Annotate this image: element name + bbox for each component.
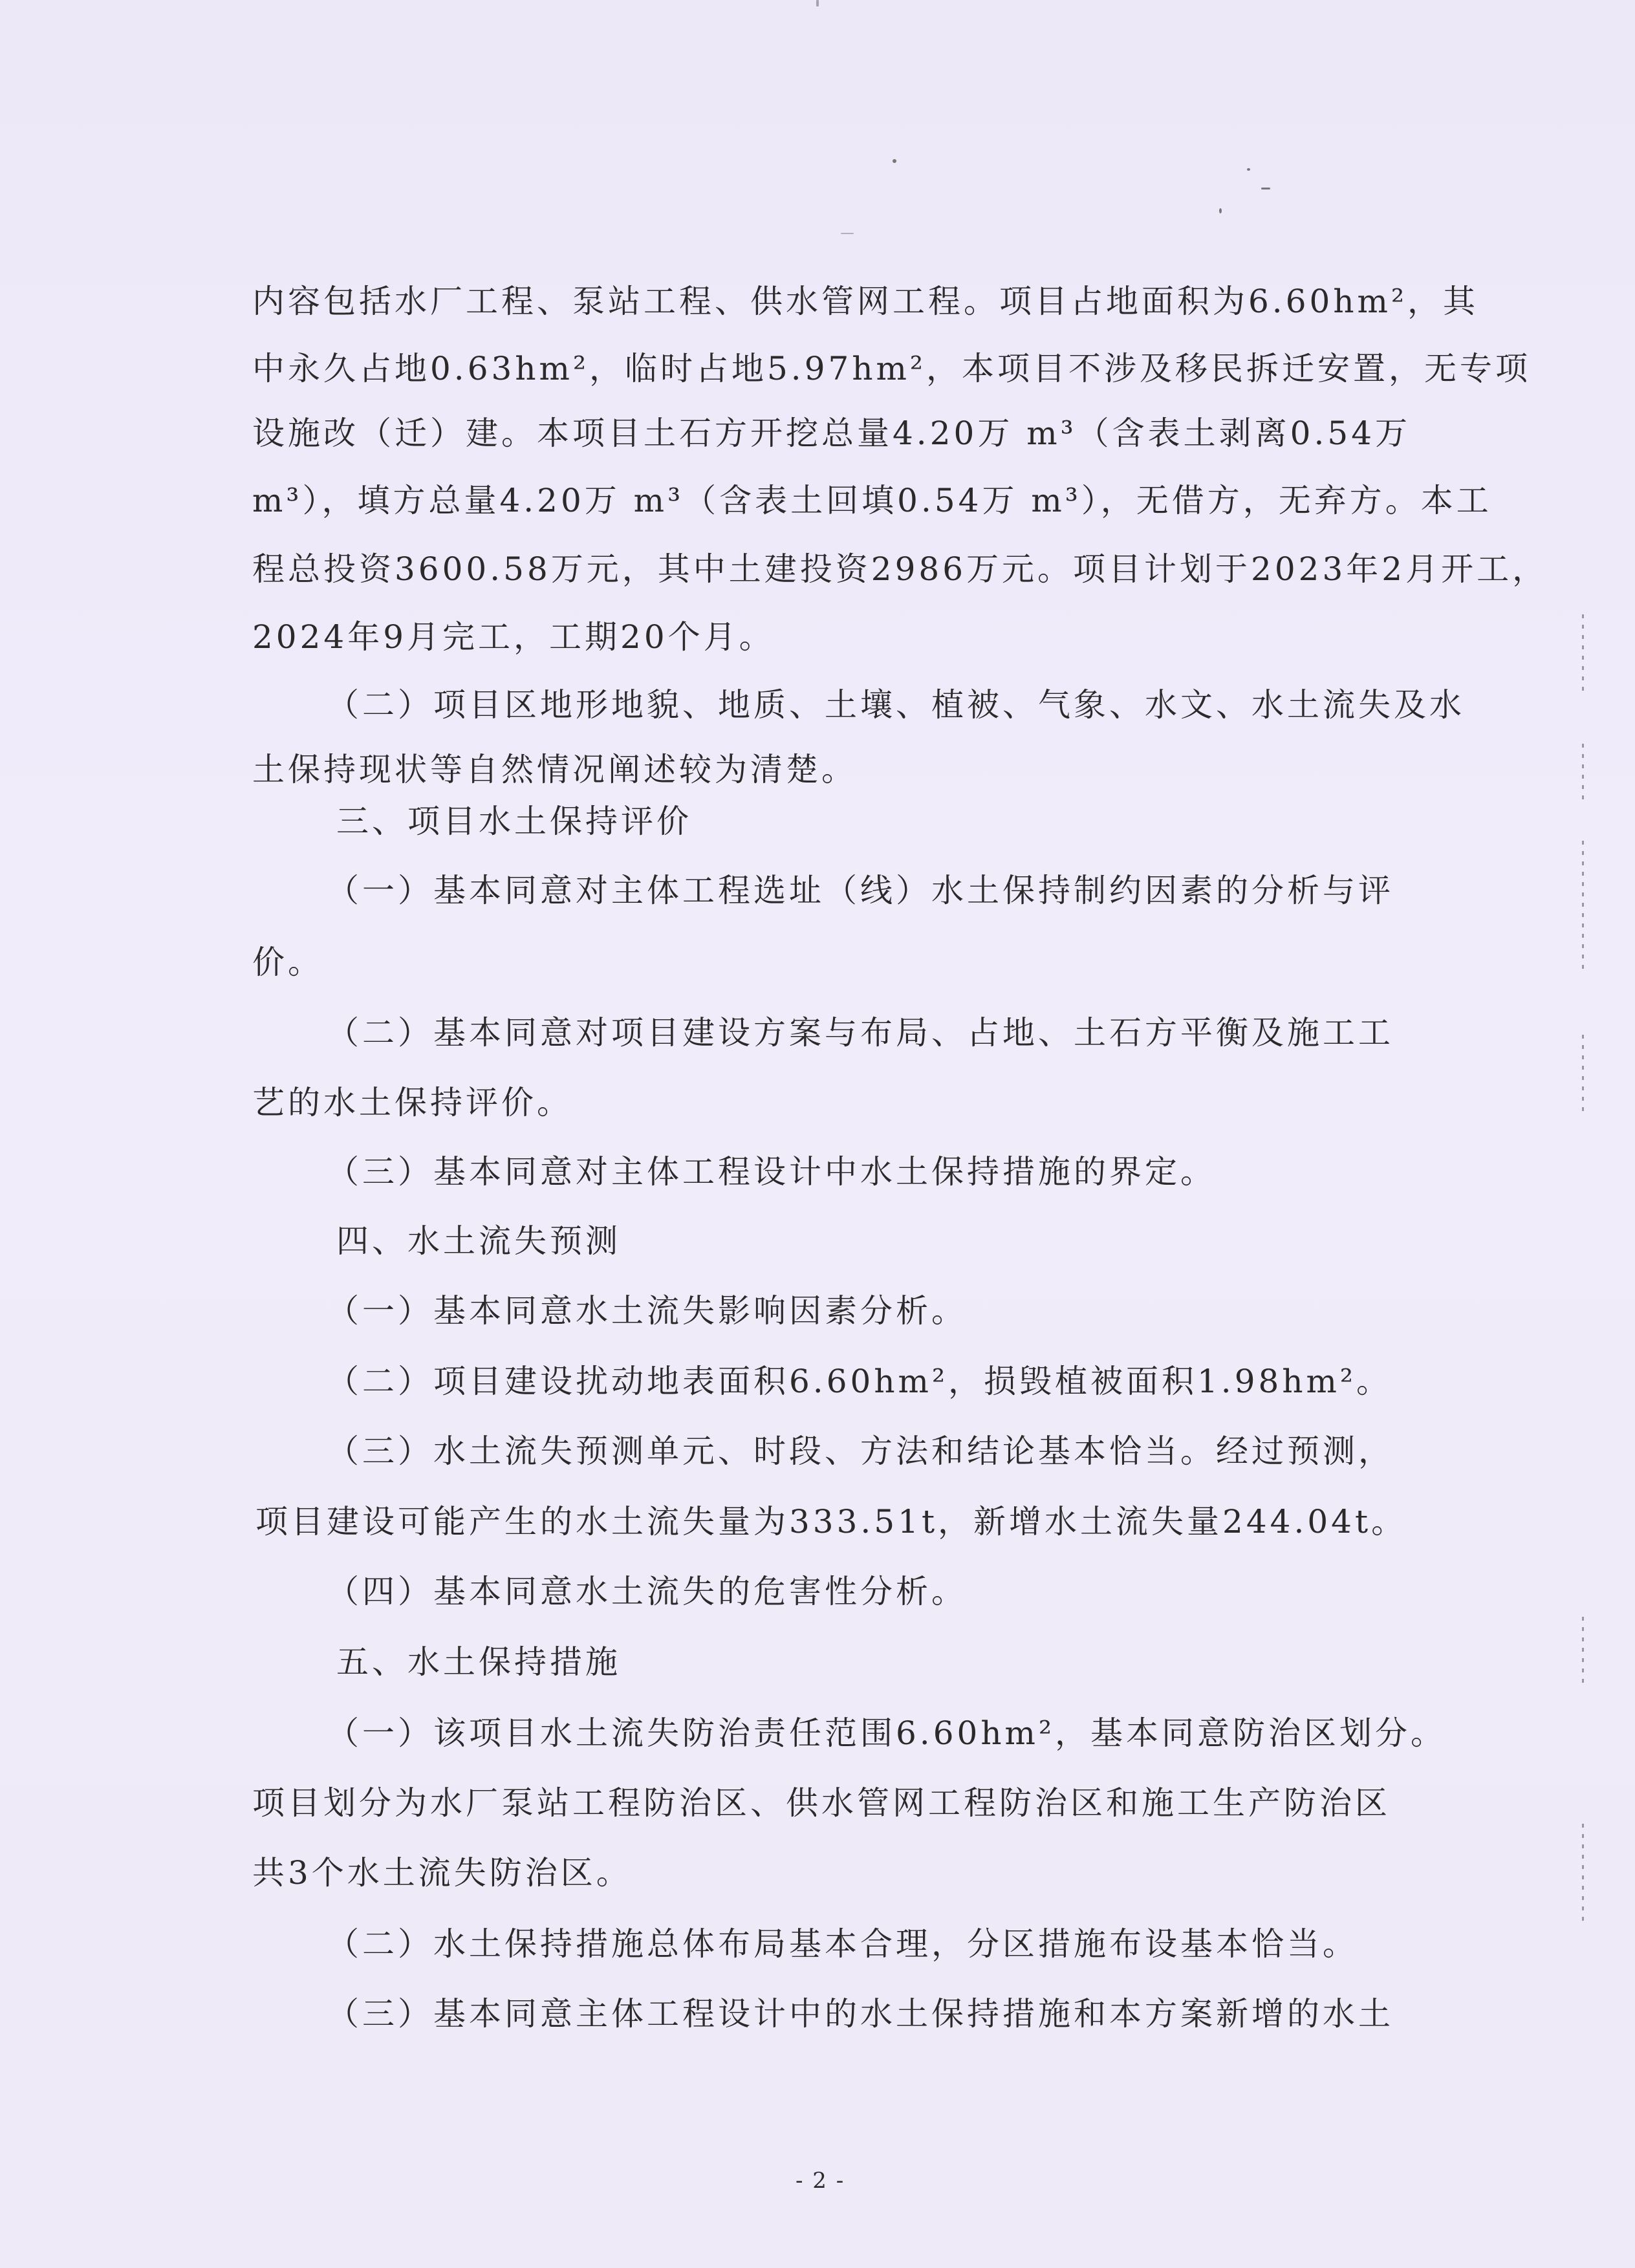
body-line: 程总投资3600.58万元，其中土建投资2986万元。项目计划于2023年2月开工， — [252, 550, 1548, 588]
scan-edge-mark — [1582, 744, 1584, 802]
paragraph-line: 艺的水土保持评价。 — [252, 1084, 572, 1121]
paragraph-line: （二）项目建设扰动地表面积6.60hm²，损毁植被面积1.98hm²。 — [327, 1363, 1392, 1400]
body-line: 内容包括水厂工程、泵站工程、供水管网工程。项目占地面积为6.60hm²，其 — [252, 283, 1478, 320]
paragraph-line: （三）基本同意对主体工程设计中水土保持措施的界定。 — [327, 1153, 1216, 1191]
scan-speck — [1219, 208, 1222, 213]
body-line: 设施改（迁）建。本项目土石方开挖总量4.20万 m³（含表土剥离0.54万 — [252, 415, 1411, 452]
paragraph-line: （二）基本同意对项目建设方案与布局、占地、土石方平衡及施工工 — [327, 1014, 1394, 1052]
paragraph-line: 价。 — [252, 944, 323, 981]
paragraph-line: 土保持现状等自然情况阐述较为清楚。 — [252, 751, 857, 788]
scan-edge-mark — [1582, 1824, 1584, 1921]
paragraph-line: （一）该项目水土流失防治责任范围6.60hm²，基本同意防治区划分。 — [327, 1714, 1446, 1752]
scan-speck — [1261, 188, 1270, 189]
paragraph-line: （二）项目区地形地貌、地质、土壤、植被、气象、水文、水土流失及水 — [327, 686, 1465, 724]
section-heading: 三、项目水土保持评价 — [336, 803, 692, 840]
scan-speck — [841, 233, 854, 234]
paragraph-line: （三）基本同意主体工程设计中的水土保持措施和本方案新增的水土 — [327, 1995, 1394, 2033]
paragraph-line: （二）水土保持措施总体布局基本合理，分区措施布设基本恰当。 — [327, 1925, 1358, 1963]
paragraph-line: 项目建设可能产生的水土流失量为333.51t，新增水土流失量244.04t。 — [255, 1503, 1407, 1540]
page-number: - 2 - — [796, 2168, 845, 2194]
scan-speck — [1247, 168, 1250, 171]
scan-edge-mark — [1582, 1035, 1584, 1112]
paragraph-line: 项目划分为水厂泵站工程防治区、供水管网工程防治区和施工生产防治区 — [252, 1784, 1391, 1822]
body-line: 2024年9月完工，工期20个月。 — [252, 618, 775, 656]
section-heading: 四、水土流失预测 — [336, 1222, 621, 1260]
scan-edge-mark — [1582, 614, 1584, 692]
scan-speck — [893, 159, 896, 163]
paragraph-line: （一）基本同意水土流失影响因素分析。 — [327, 1292, 967, 1330]
scan-edge-mark — [1582, 1617, 1584, 1688]
paragraph-line: 共3个水土流失防治区。 — [252, 1854, 632, 1892]
scan-speck — [816, 0, 819, 6]
paragraph-line: （三）水土流失预测单元、时段、方法和结论基本恰当。经过预测， — [327, 1432, 1394, 1470]
scan-edge-mark — [1582, 841, 1584, 970]
paragraph-line: （四）基本同意水土流失的危害性分析。 — [327, 1573, 967, 1610]
paragraph-line: （一）基本同意对主体工程选址（线）水土保持制约因素的分析与评 — [327, 872, 1394, 909]
section-heading: 五、水土保持措施 — [336, 1643, 621, 1681]
body-line: 中永久占地0.63hm²，临时占地5.97hm²，本项目不涉及移民拆迁安置，无专项 — [252, 350, 1531, 387]
body-line: m³），填方总量4.20万 m³（含表土回填0.54万 m³），无借方，无弃方。本工 — [252, 482, 1492, 519]
